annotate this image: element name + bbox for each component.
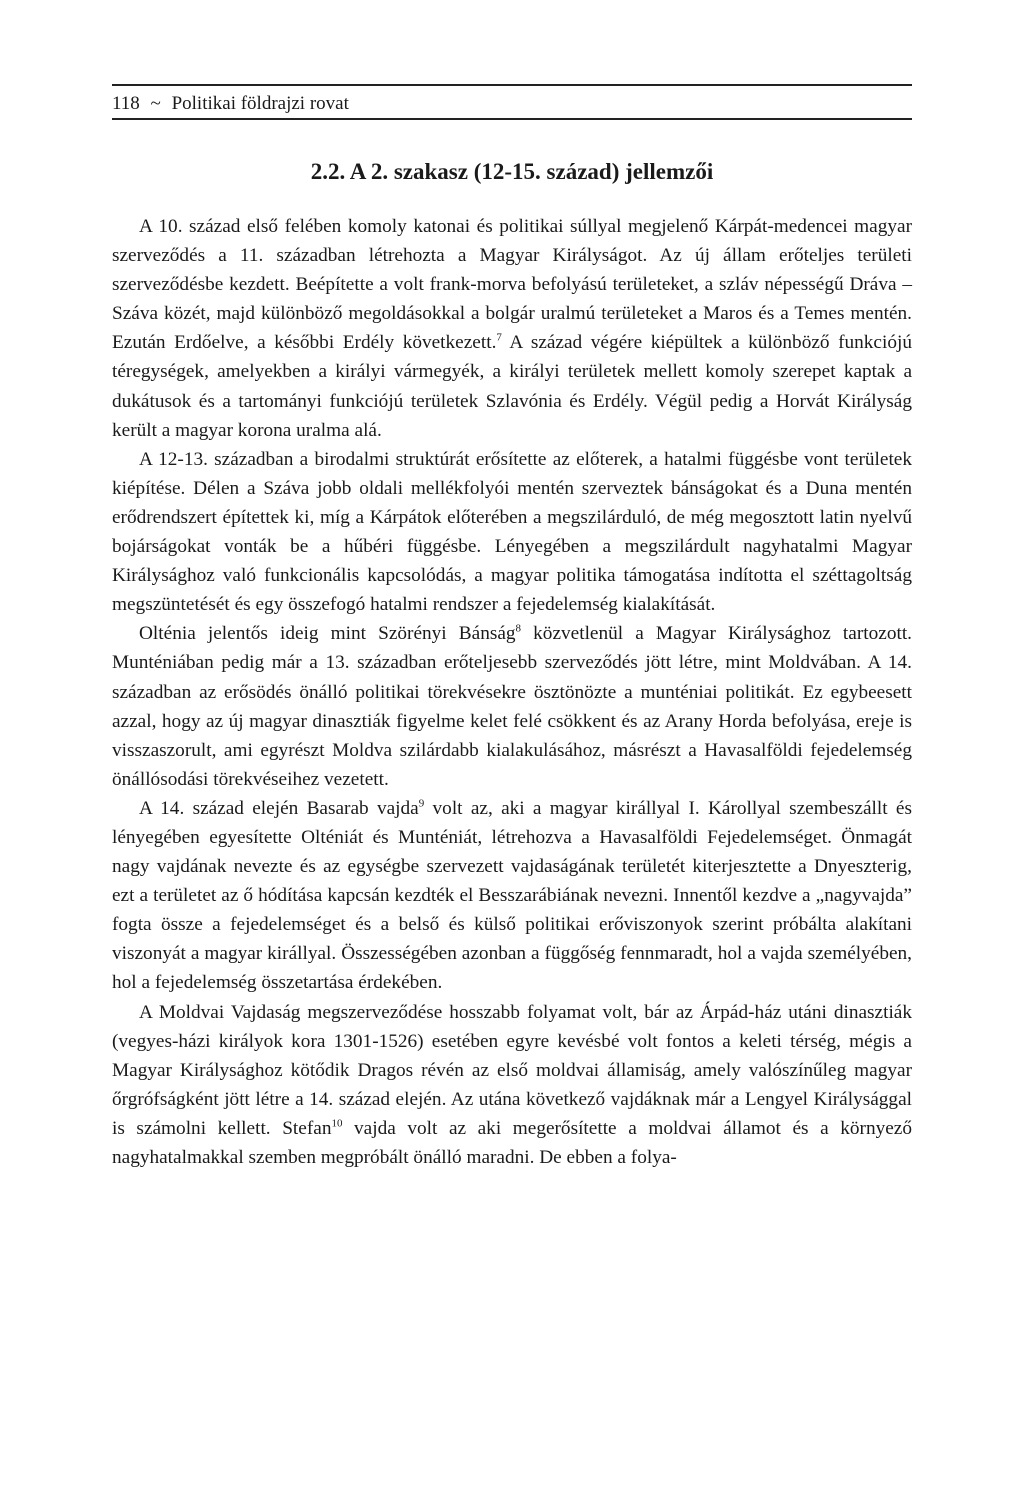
footnote-ref: 8	[515, 622, 522, 635]
footnote-ref: 10	[331, 1117, 343, 1130]
paragraph-text: A Moldvai Vajdaság megszerveződése hosszabb folyamat volt, bár az Árpád-ház utáni dinasztiák (vegyes-házi királyok kora 1301-1526) esetében egyre kevésbé volt fontos a keleti térség, mégis a Magyar Királysághoz kötődik Dragos révén az első moldvai államiság, amely valószínűleg magyar őrgrófságként jött létre a 14. század elején. Az utána következő vajdáknak már a Lengyel Királysággal is számolni kellett. Stefan	[112, 1001, 912, 1139]
paragraph	[112, 998, 912, 1173]
paragraph-text: A század végére kiépültek a különböző funkciójú téregységek, amelyekben a királyi vármegyék, a királyi területek mellett komoly szerepet kaptak a dukátusok és a tartományi funkciójú területek Szlavónia és Erdély. Végül pedig a Horvát Királyság került a magyar korona uralma alá.	[112, 332, 912, 441]
paragraph	[112, 212, 912, 445]
section-title: 2.2. A 2. szakasz (12-15. század) jellemzői	[310, 159, 714, 184]
header-rule-bottom	[112, 118, 912, 120]
page-number: 118	[112, 93, 140, 114]
paragraph-text: A 14. század elején Basarab vajda	[139, 797, 419, 819]
footnote-ref: 7	[496, 331, 502, 344]
paragraph	[112, 794, 912, 998]
header-rule-top	[112, 84, 912, 86]
paragraph-text: vajda volt az aki megerősítette a moldvai államot és a környező nagyhatalmakkal szemben megpróbált önálló maradni. De ebben a folya-	[112, 1117, 912, 1168]
footnote-ref: 9	[418, 797, 425, 810]
header-section: Politikai földrajzi rovat	[171, 93, 349, 114]
paragraph-text: volt az, aki a magyar királlyal I. Károllyal szembeszállt és lényegében egyesítette Olténiát és Munténiát, létrehozva a Havasalföldi Fejedelemséget. Önmagát nagy vajdának nevezte és az egységbe szervezett vajdaságának területét kiterjesztette a Dnyeszterig, ezt a területet az ő hódítása kapcsán kezdték el Besszarábiának nevezni. Innentől kezdve a „nagyvajda” fogta össze a fejedelemséget és a belső és külső politikai erőviszonyok szerint próbálta alakítani viszonyát a magyar királlyal. Összességében azonban a függőség fennmaradt, hol a vajda személyében, hol a fejedelemség összetartása érdekében.	[112, 797, 912, 994]
paragraph	[112, 619, 912, 794]
paragraph-text: A 10. század első felében komoly katonai és politikai súllyal megjelenő Kárpát-medencei magyar szerveződés a 11. században létrehozta a Magyar Királyságot. Az új állam erőteljes területi szerveződésbe kezdett. Beépítette a volt frank-morva befolyású területeket, a szláv népességű Dráva – Száva közét, majd különböző megoldásokkal a bolgár uralmú területeket a Maros és a Temes mentén. Ezután Erdőelve, a későbbi Erdély következett.	[112, 216, 912, 354]
body-text	[112, 212, 912, 1172]
paragraph-text: Olténia jelentős ideig mint Szörényi Bánság	[139, 623, 516, 645]
running-header	[112, 92, 912, 116]
paragraph	[112, 445, 912, 620]
paragraph-text: közvetlenül a Magyar Királysághoz tartozott. Munténiában pedig már a 13. században erőteljesebb szerveződés jött létre, mint Moldvában. A 14. században az erősödés önálló politikai törekvésekre ösztönözte a munténiai politikát. Ez egybeesett azzal, hogy az új magyar dinasztiák figyelme kelet felé csökkent és az Arany Horda befolyása, ereje is visszaszorult, ami egyrészt Moldva szilárdabb kialakulásához, másrészt a Havasalföldi fejedelemség önállósodási törekvéseihez vezetett.	[112, 623, 912, 790]
paragraph-text: A 12-13. században a birodalmi struktúrát erősítette az előterek, a hatalmi függésbe vont területek kiépítése. Délen a Száva jobb oldali mellékfolyói mentén szerveztek bánságokat és a Duna mentén erődrendszert építettek ki, míg a Kárpátok előterében a megszilárduló, de még megosztott latin nyelvű bojárságokat vonták be a hűbéri függésbe. Lényegében a megszilárdult nagyhatalmi Magyar Királysághoz való funkcionális kapcsolódás, a magyar politika támogatása indította el széttagoltság megszüntetését és egy összefogó hatalmi rendszer a fejedelemség kialakítását.	[112, 448, 912, 616]
header-separator: ~	[150, 93, 161, 114]
